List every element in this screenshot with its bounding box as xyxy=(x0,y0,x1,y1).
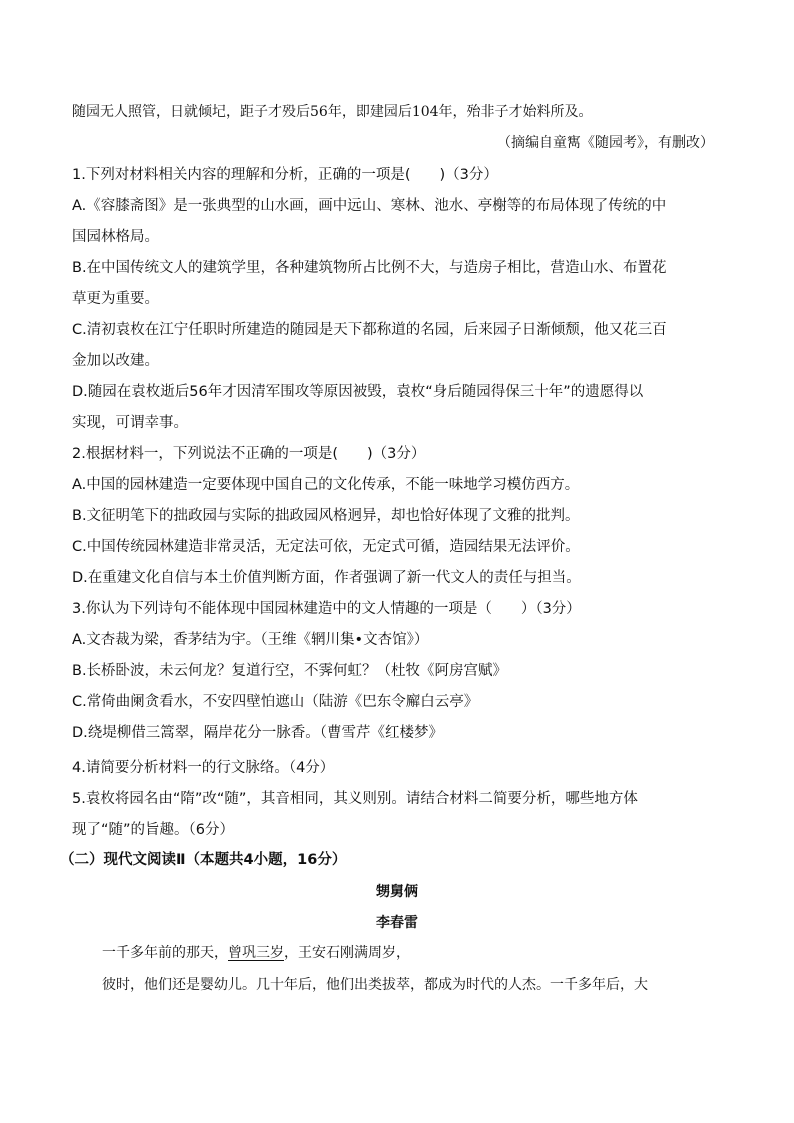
question-1-option-b-cont: 草更为重要。 xyxy=(72,291,159,307)
question-2-option-c: C.中国传统园林建造非常灵活，无定法可依，无定式可循，造园结果无法评价。 xyxy=(72,539,580,555)
question-1-option-a: A.《容膝斋图》是一张典型的山水画，画中远山、寒林、池水、亭榭等的布局体现了传统的中 xyxy=(72,198,667,214)
question-5-stem: 5.袁枚将园名由“隋”改“随”，其音相同，其义则别。请结合材料二简要分析，哪些地方体 xyxy=(72,791,638,807)
question-1-stem: 1.下列对材料相关内容的理解和分析，正确的一项是( )（3分） xyxy=(72,167,498,183)
question-3-stem: 3.你认为下列诗句不能体现中国园林建造中的文人情趣的一项是（ ）（3分） xyxy=(72,601,581,617)
question-2-option-b: B.文征明笔下的拙政园与实际的拙政园风格迥异，却也恰好体现了文雅的批判。 xyxy=(72,508,580,524)
section-2-heading: （二）现代文阅读Ⅱ（本题共4小题，16分） xyxy=(60,852,347,868)
question-1-option-d: D.随园在袁枚逝后56年才因清军围攻等原因被毁，袁枚“身后随园得保三十年”的遗愿得以 xyxy=(72,384,644,400)
material-closing-line: 随园无人照管，日就倾圮，距子才殁后56年，即建园后104年，殆非子才始料所及。 xyxy=(72,104,593,120)
story-paragraph-1-text-b: ，王安石刚满周岁， xyxy=(284,945,410,961)
underlined-phrase: 曾巩三岁 xyxy=(228,945,284,961)
question-2-option-d: D.在重建文化自信与本土价值判断方面，作者强调了新一代文人的责任与担当。 xyxy=(72,570,581,586)
story-author: 李春雷 xyxy=(376,915,418,931)
question-5-stem-cont: 现了“随”的旨趣。（6分） xyxy=(72,822,234,838)
question-3-option-d: D.绕堤柳借三篙翠，隔岸花分一脉香。（曹雪芹《红楼梦》 xyxy=(72,725,444,741)
question-1-option-c: C.清初袁枚在江宁任职时所建造的随园是天下都称道的名园，后来园子日渐倾颓，他又花三百 xyxy=(72,322,667,338)
story-paragraph-2: 彼时，他们还是婴幼儿。几十年后，他们出类拔萃，都成为时代的人杰。一千多年后，大 xyxy=(102,977,648,993)
story-paragraph-1-text-a: 一千多年前的那天， xyxy=(102,945,228,961)
question-1-option-a-cont: 国园林格局。 xyxy=(72,229,159,245)
story-paragraph-1 xyxy=(102,942,762,964)
question-2-option-a: A.中国的园林建造一定要体现中国自己的文化传承，不能一味地学习模仿西方。 xyxy=(72,477,580,493)
question-1-option-b: B.在中国传统文人的建筑学里，各种建筑物所占比例不大，与造房子相比，营造山水、布置花 xyxy=(72,260,667,276)
question-1-option-d-cont: 实现，可谓幸事。 xyxy=(72,415,188,431)
question-3-option-c: C.常倚曲阑贪看水，不安四壁怕遮山（陆游《巴东令廨白云亭》 xyxy=(72,694,479,710)
story-title: 甥舅俩 xyxy=(376,884,418,900)
question-1-option-c-cont: 金加以改建。 xyxy=(72,353,159,369)
question-2-stem: 2.根据材料一，下列说法不正确的一项是( )（3分） xyxy=(72,446,426,462)
question-3-option-a: A.文杏裁为梁，香茅结为宇。（王维《辋川集•文杏馆》） xyxy=(72,632,429,648)
question-3-option-b: B.长桥卧波，未云何龙？复道行空，不霁何虹？（杜牧《阿房宫赋》 xyxy=(72,663,508,679)
source-citation: （摘编自童寯《随园考》，有删改） xyxy=(497,135,714,151)
question-4-stem: 4.请简要分析材料一的行文脉络。（4分） xyxy=(72,760,335,776)
